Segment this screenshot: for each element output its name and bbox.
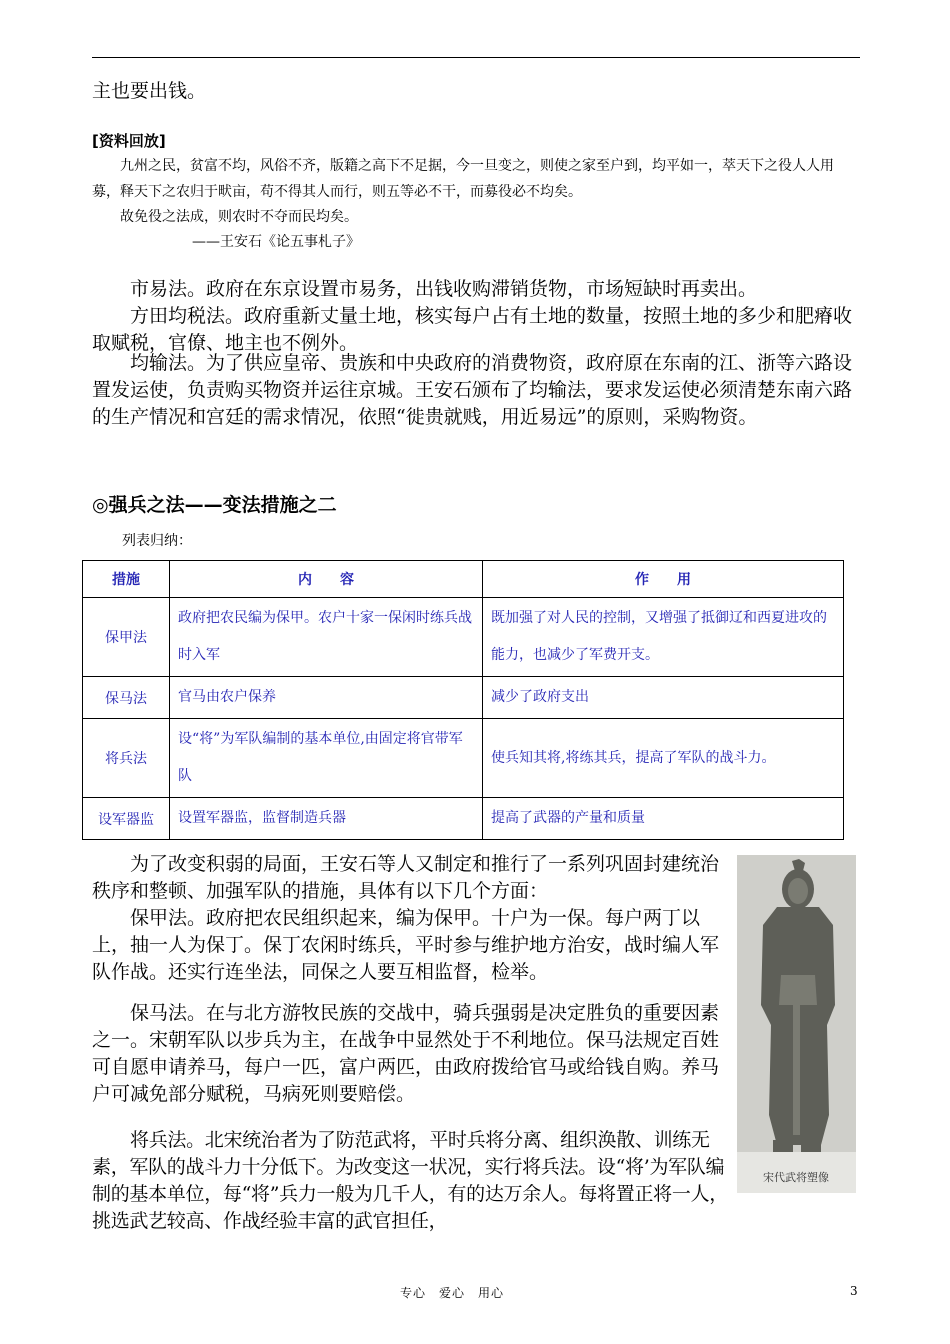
shiyi-paragraph: 市易法。政府在东京设置市易务，出钱收购滞销货物，市场短缺时再卖出。 [130,278,758,300]
baoma-paragraph: 保马法。在与北方游牧民族的交战中，骑兵强弱是决定胜负的重要因素之一。宋朝军队以步兵为主，在战争中显然处于不利地位。保马法规定百姓可自愿申请养马，每户一匹，富户两匹，由政府拨给官马或给钱自购。养马户可减免部分赋税，马病死则要赔偿。 [92,1002,720,1105]
header-content: 内 容 [170,561,483,598]
page-number: 3 [850,1284,858,1298]
table-row [83,598,844,677]
junshu-paragraph: 均输法。为了供应皇帝、贵族和中央政府的消费物资，政府原在东南的江、浙等六路设置发运使，负责购买物资并运往京城。王安石颁布了均输法，要求发运使必须清楚东南六路的生产情况和宫廷的需求情况，依照“徙贵就贱，用近易远”的原则，采购物资。 [92,352,853,428]
military-intro: 为了改变积弱的局面，王安石等人又制定和推行了一系列巩固封建统治秩序和整顿、加强军队的措施，具体有以下几个方面： [92,853,720,902]
continuation-text: 主也要出钱。 [92,80,207,102]
material-quote-1: 九州之民，贫富不均，风俗不齐，版籍之高下不足据，今一旦变之，则使之家至户到，均平如一，萃天下之役人人用募，释天下之农归于畎亩，苟不得其人而行，则五等必不干，而募役必不均矣。 [92,158,834,200]
material-source: ——王安石《论五事札子》 [192,234,360,250]
header-rule [92,57,860,58]
table-row [83,719,844,798]
statue-image [737,855,856,1193]
measures-table [82,560,844,840]
material-heading: [资料回放] [92,132,166,150]
table-row [83,798,844,840]
baojia-paragraph: 保甲法。政府把农民组织起来，编为保甲。十户为一保。每户两丁以上，抽一人为保丁。保丁农闲时练兵，平时参与维护地方治安，战时编人军队作战。还实行连坐法，同保之人要互相监督，检举。 [92,907,720,983]
section-title: ◎强兵之法——变法措施之二 [92,494,337,516]
row-measure: 将兵法 [83,719,170,798]
row-measure: 保马法 [83,677,170,719]
fangtian-paragraph: 方田均税法。政府重新丈量土地，核实每户占有土地的数量，按照土地的多少和肥瘠收取赋税，官僚、地主也不例外。 [92,305,853,354]
header-effect: 作 用 [483,561,844,598]
row-effect: 使兵知其将,将练其兵，提高了军队的战斗力。 [483,719,844,798]
row-effect: 减少了政府支出 [483,677,844,719]
row-content: 设“将”为军队编制的基本单位,由固定将官带军队 [170,719,483,798]
table-header-row [83,561,844,598]
jiangbing-paragraph: 将兵法。北宋统治者为了防范武将，平时兵将分离、组织涣散、训练无素，军队的战斗力十分低下。为改变这一状况，实行将兵法。设“将’为军队编制的基本单位，每“将”兵力一般为几千人，有的达万余人。每将置正将一人，挑选武艺较高、作战经验丰富的武官担任， [92,1129,728,1232]
row-content: 政府把农民编为保甲。农户十家一保闲时练兵战时入军 [170,598,483,677]
row-effect: 提高了武器的产量和质量 [483,798,844,840]
row-measure: 保甲法 [83,598,170,677]
row-effect: 既加强了对人民的控制，又增强了抵御辽和西夏进攻的能力，也减少了军费开支。 [483,598,844,677]
row-content: 设置军器监，监督制造兵器 [170,798,483,840]
header-measure: 措施 [83,561,170,598]
material-quote-2: 故免役之法成，则农时不夺而民均矣。 [120,209,358,225]
table-caption: 列表归纳： [122,533,192,549]
footer-slogan: 专心 爱心 用心 [400,1286,505,1300]
statue-caption: 宋代武将塑像 [763,1171,829,1184]
row-measure: 设军器监 [83,798,170,840]
row-content: 官马由农户保养 [170,677,483,719]
table-row [83,677,844,719]
statue-figure [737,855,856,1193]
